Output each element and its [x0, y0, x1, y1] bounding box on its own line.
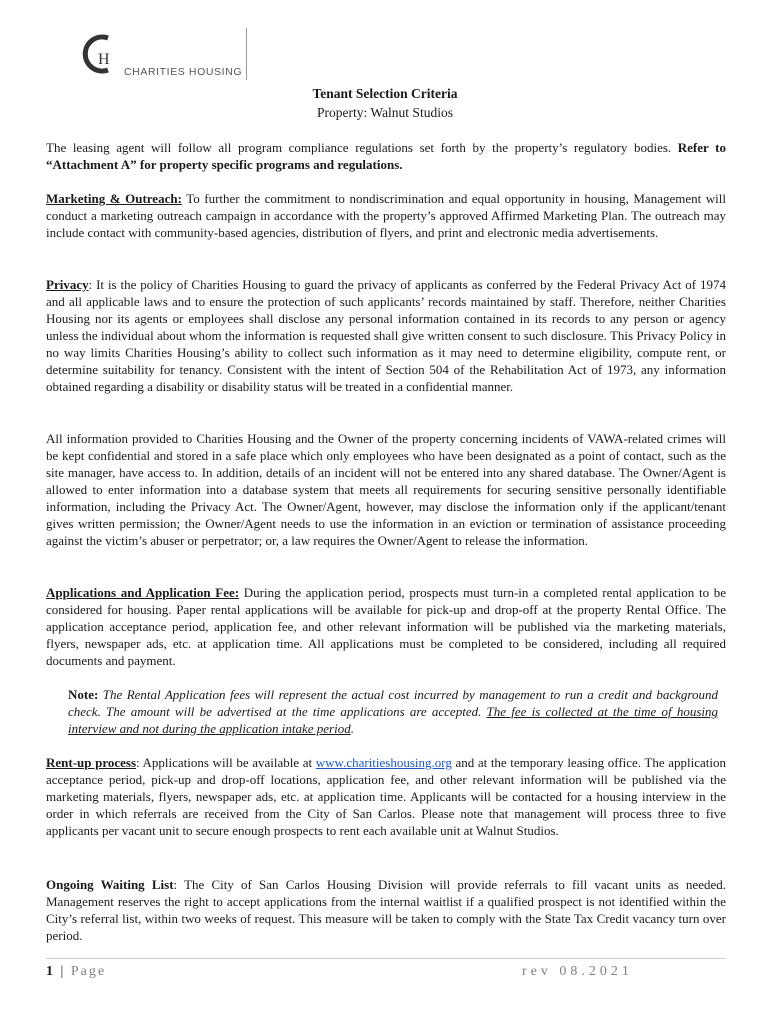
note-end: . — [350, 721, 354, 736]
privacy-text: : It is the policy of Charities Housing to guard the privacy of applicants as conferred by the Federal Privacy Act of 1974 and all applicable laws and to ensure the protection of such applicants’ records maintained by staff. Therefore, neither Charities Housing nor its agents or employees shall disclose any personal information contained in its records to any person or agency unless the individual about whom the information is requested shall give written consent to such disclosure. This Privacy Policy in no way limits Charities Housing’s ability to collect such information as it may need to determine eligibility, compute rent, or determine suitability for tenancy. Consistent with the intent of Section 504 of the Rehabilitation Act of 1973, any information obtained regarding a disability or disability status will be treated in a confidential manner. — [46, 277, 726, 394]
ch-monogram-icon — [78, 32, 122, 76]
applications-heading: Applications and Application Fee: — [46, 585, 240, 600]
rentup-paragraph — [46, 754, 726, 839]
note-underlined: The fee is collected at the time of housing interview and not during the application intake period — [68, 704, 718, 736]
charities-housing-logo — [78, 30, 250, 82]
marketing-text: To further the commitment to nondiscrimination and equal opportunity in housing, Management will conduct a marketing outreach campaign in accordance with the property’s approved Affirmed Marketing Plan. The outreach may include contact with community-based agencies, distribution of flyers, and print and electronic media advertisements. — [46, 191, 726, 240]
note-text: The Rental Application fees will represent the actual cost incurred by management to run a credit and background check. The amount will be advertised at the time applications are accepted. — [68, 687, 718, 719]
applications-paragraph — [46, 584, 726, 669]
rentup-post: and at the temporary leasing office. The application acceptance period, pick-up and drop-off locations, application fee, and other relevant information will be published via the marketing materials, flyers, newspaper ads, etc. at application time. Applicants will be contacted for a housing interview in the order in which referrals are received from the City of San Carlos. Please note that management will process three to five applicants per vacant unit to secure enough prospects to rent each available unit at Walnut Studios. — [46, 755, 726, 838]
vawa-text: All information provided to Charities Housing and the Owner of the property concerning incidents of VAWA-related crimes will be kept confidential and stored in a safe place which only employees who have been designated as a point of contact, such as the site manager, have access to. In addition, details of an incident will not be entered into any shared database. The Owner/Agent is allowed to enter information into a database system that meets all requirements for securing sensitive personally identifiable information, including the Privacy Act. The Owner/Agent, however, may disclose the information only if the applicant/tenant gives written permission; the Owner/Agent needs to use the information in an eviction or termination of assistance proceeding against the victim’s abuser or perpetrator; or, a law requires the Owner/Agent to release the information. — [46, 431, 726, 548]
vawa-paragraph — [46, 430, 726, 549]
footer-page-number — [46, 964, 106, 980]
note-label: Note: — [68, 687, 99, 702]
privacy-paragraph — [46, 276, 726, 395]
page-number: 1 — [46, 964, 55, 979]
waiting-list-text: : The City of San Carlos Housing Division will provide referrals to fill vacant units as needed. Management reserves the right to accept applications from the internal waitlist if a qualified prospect is not identified within the City’s referral list, within two weeks of request. This measure will be taken to comply with the State Tax Credit vacancy turn over period. — [46, 877, 726, 943]
revision-date: rev 08.2021 — [522, 964, 633, 979]
intro-paragraph — [46, 139, 726, 173]
privacy-heading: Privacy — [46, 277, 89, 292]
applications-text: During the application period, prospects must turn-in a completed rental application to be considered for housing. Paper rental applications will be available for pick-up and drop-off at the property Rental Office. The application acceptance period, application fee, and other relevant information will be published via the marketing materials, flyers, newspaper ads, etc. at application time. All applications must be completed to be considered, including all required documents and payment. — [46, 585, 726, 668]
property-name: Property: Walnut Studios — [317, 105, 453, 120]
logo-divider — [246, 28, 247, 80]
rentup-pre: : Applications will be available at — [136, 755, 316, 770]
intro-bold: Refer to “Attachment A” for property specific programs and regulations. — [46, 140, 726, 172]
page-word: Page — [70, 964, 107, 979]
marketing-heading: Marketing & Outreach: — [46, 191, 182, 206]
rentup-heading: Rent-up process — [46, 755, 137, 770]
svg-text:H: H — [98, 51, 110, 68]
page-separator: | — [55, 964, 71, 979]
waiting-list-paragraph — [46, 876, 726, 944]
footer-divider — [46, 958, 726, 959]
waiting-list-heading: Ongoing Waiting List — [46, 877, 174, 892]
page-title: Tenant Selection Criteria — [312, 86, 458, 101]
note-paragraph — [68, 686, 718, 737]
charities-housing-link[interactable]: www.charitieshousing.org — [315, 755, 452, 770]
marketing-paragraph — [46, 190, 726, 241]
intro-text: The leasing agent will follow all program compliance regulations set forth by the property’s regulatory bodies. — [46, 140, 678, 155]
logo-text: CHARITIES HOUSING — [124, 66, 243, 78]
